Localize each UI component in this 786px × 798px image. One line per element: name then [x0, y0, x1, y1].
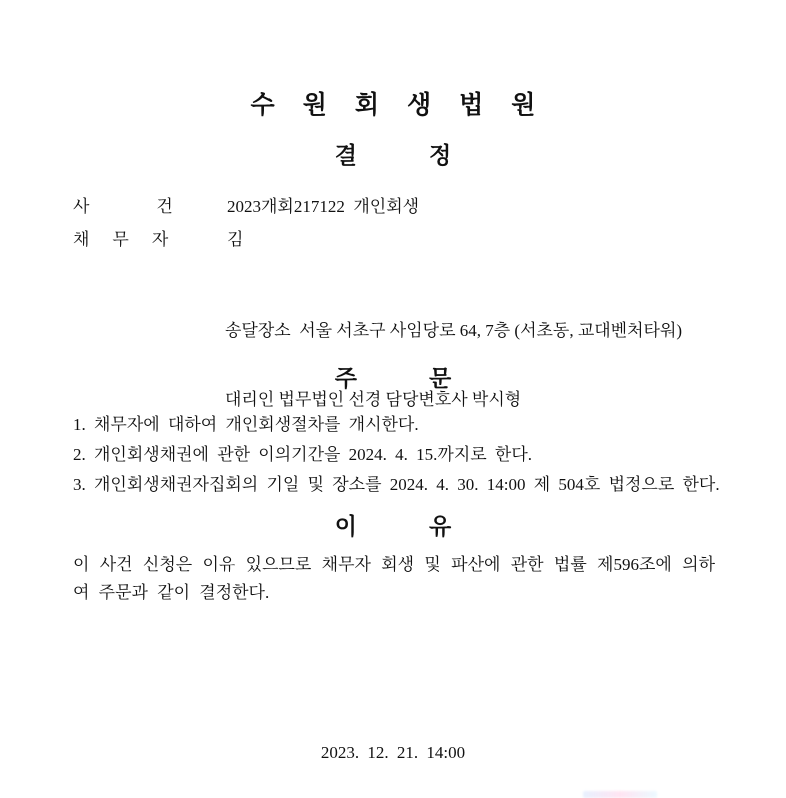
court-name-text: 수원회생법원	[250, 91, 564, 119]
document-type-text: 결정	[334, 142, 524, 168]
order-item-2: 2. 개인회생채권에 관한 이의기간을 2024. 4. 15.까지로 한다.	[73, 445, 533, 464]
debtor-row	[73, 228, 244, 252]
order-item-1: 1. 채무자에 대하여 개인회생절차를 개시한다.	[73, 415, 419, 434]
debtor-label: 채무자	[73, 230, 192, 249]
case-number-row	[73, 195, 420, 219]
case-number-label: 사건	[73, 197, 240, 216]
representative-line: 대리인 법무법인 선경 담당변호사 박시형	[225, 390, 522, 409]
case-number-value: 2023개회217122 개인회생	[227, 197, 420, 216]
decision-datetime: 2023. 12. 21. 14:00	[320, 743, 466, 762]
reason-paragraph: 이 사건 신청은 이유 있으므로 채무자 회생 및 파산에 관한 법률 제596조에 의하여 주문과 같이 결정한다.	[73, 555, 715, 602]
order-list	[73, 410, 743, 500]
order-heading	[0, 364, 786, 392]
court-name-title	[0, 90, 786, 120]
debtor-name-value: 김	[227, 230, 244, 249]
service-address-line: 송달장소 서울 서초구 사임당로 64, 7층 (서초동, 교대벤처타워)	[225, 321, 683, 340]
stamp-artifact	[583, 791, 657, 798]
document-type-heading	[0, 141, 786, 169]
order-item-3: 3. 개인회생채권자집회의 기일 및 장소를 2024. 4. 30. 14:00 제 504호 법정으로 한다.	[73, 475, 720, 494]
order-heading-text: 주문	[334, 365, 524, 391]
reason-heading	[0, 512, 786, 540]
reason-heading-text: 이유	[334, 513, 524, 539]
